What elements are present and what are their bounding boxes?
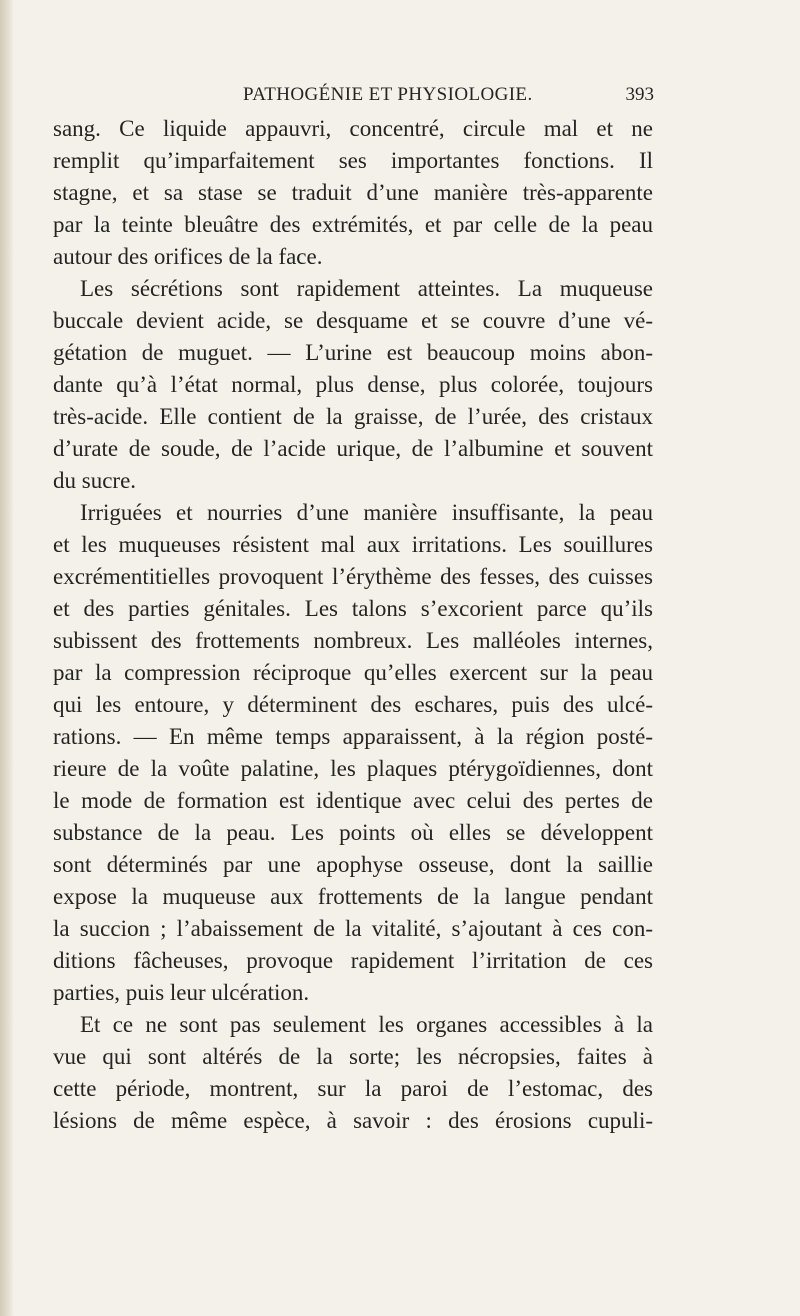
text-line: du sucre. (53, 468, 137, 493)
text-line: sont déterminés par une apophyse osseuse, dont la saillie (53, 852, 653, 877)
text-line: rations. — En même temps apparaissent, à la région posté- (53, 724, 653, 749)
text-line: la succion ; l’abaissement de la vitalité, s’ajoutant à ces con- (53, 916, 653, 941)
text-line: et les muqueuses résistent mal aux irritations. Les souillures (53, 532, 653, 557)
text-line: très-acide. Elle contient de la graisse, de l’urée, des cristaux (53, 404, 653, 429)
text-line: vue qui sont altérés de la sorte; les nécropsies, faites à (53, 1044, 653, 1069)
text-line: qui les entoure, y déterminent des eschares, puis des ulcé- (53, 692, 653, 717)
page-number: 393 (625, 84, 654, 105)
text-line: rieure de la voûte palatine, les plaques ptérygoïdiennes, dont (53, 756, 653, 781)
paragraph-start-line: Et ce ne sont pas seulement les organes accessibles à la (80, 1012, 653, 1037)
text-line: ditions fâcheuses, provoque rapidement l’irritation de ces (53, 948, 653, 973)
text-line: excrémentitielles provoquent l’érythème des fesses, des cuisses (53, 564, 653, 589)
page-binding-shadow (0, 0, 14, 1316)
text-line: d’urate de soude, de l’acide urique, de l’albumine et souvent (53, 436, 653, 461)
running-title: PATHOGÉNIE ET PHYSIOLOGIE. (243, 84, 533, 105)
paragraph-start-line: Irriguées et nourries d’une manière insuffisante, la peau (80, 500, 653, 525)
text-line: expose la muqueuse aux frottements de la langue pendant (53, 884, 653, 909)
text-line: par la teinte bleuâtre des extrémités, et par celle de la peau (53, 212, 653, 237)
text-line: le mode de formation est identique avec celui des pertes de (53, 788, 653, 813)
text-line: stagne, et sa stase se traduit d’une manière très-apparente (53, 180, 653, 205)
paragraph-start-line: Les sécrétions sont rapidement atteintes. La muqueuse (80, 276, 653, 301)
text-line: parties, puis leur ulcération. (53, 980, 310, 1005)
text-line: dante qu’à l’état normal, plus dense, plus colorée, toujours (53, 372, 653, 397)
text-line: autour des orifices de la face. (53, 244, 323, 269)
text-line: buccale devient acide, se desquame et se couvre d’une vé- (53, 308, 653, 333)
text-line: et des parties génitales. Les talons s’excorient parce qu’ils (53, 596, 653, 621)
text-line: remplit qu’imparfaitement ses importantes fonctions. Il (53, 148, 653, 173)
text-line: par la compression réciproque qu’elles exercent sur la peau (53, 660, 653, 685)
text-line: gétation de muguet. — L’urine est beaucoup moins abon- (53, 340, 653, 365)
text-line: substance de la peau. Les points où elles se développent (53, 820, 653, 845)
text-line: cette période, montrent, sur la paroi de l’estomac, des (53, 1076, 653, 1101)
text-line: subissent des frottements nombreux. Les malléoles internes, (53, 628, 653, 653)
text-line: sang. Ce liquide appauvri, concentré, circule mal et ne (53, 116, 653, 141)
text-line: lésions de même espèce, à savoir : des érosions cupuli- (53, 1108, 653, 1133)
